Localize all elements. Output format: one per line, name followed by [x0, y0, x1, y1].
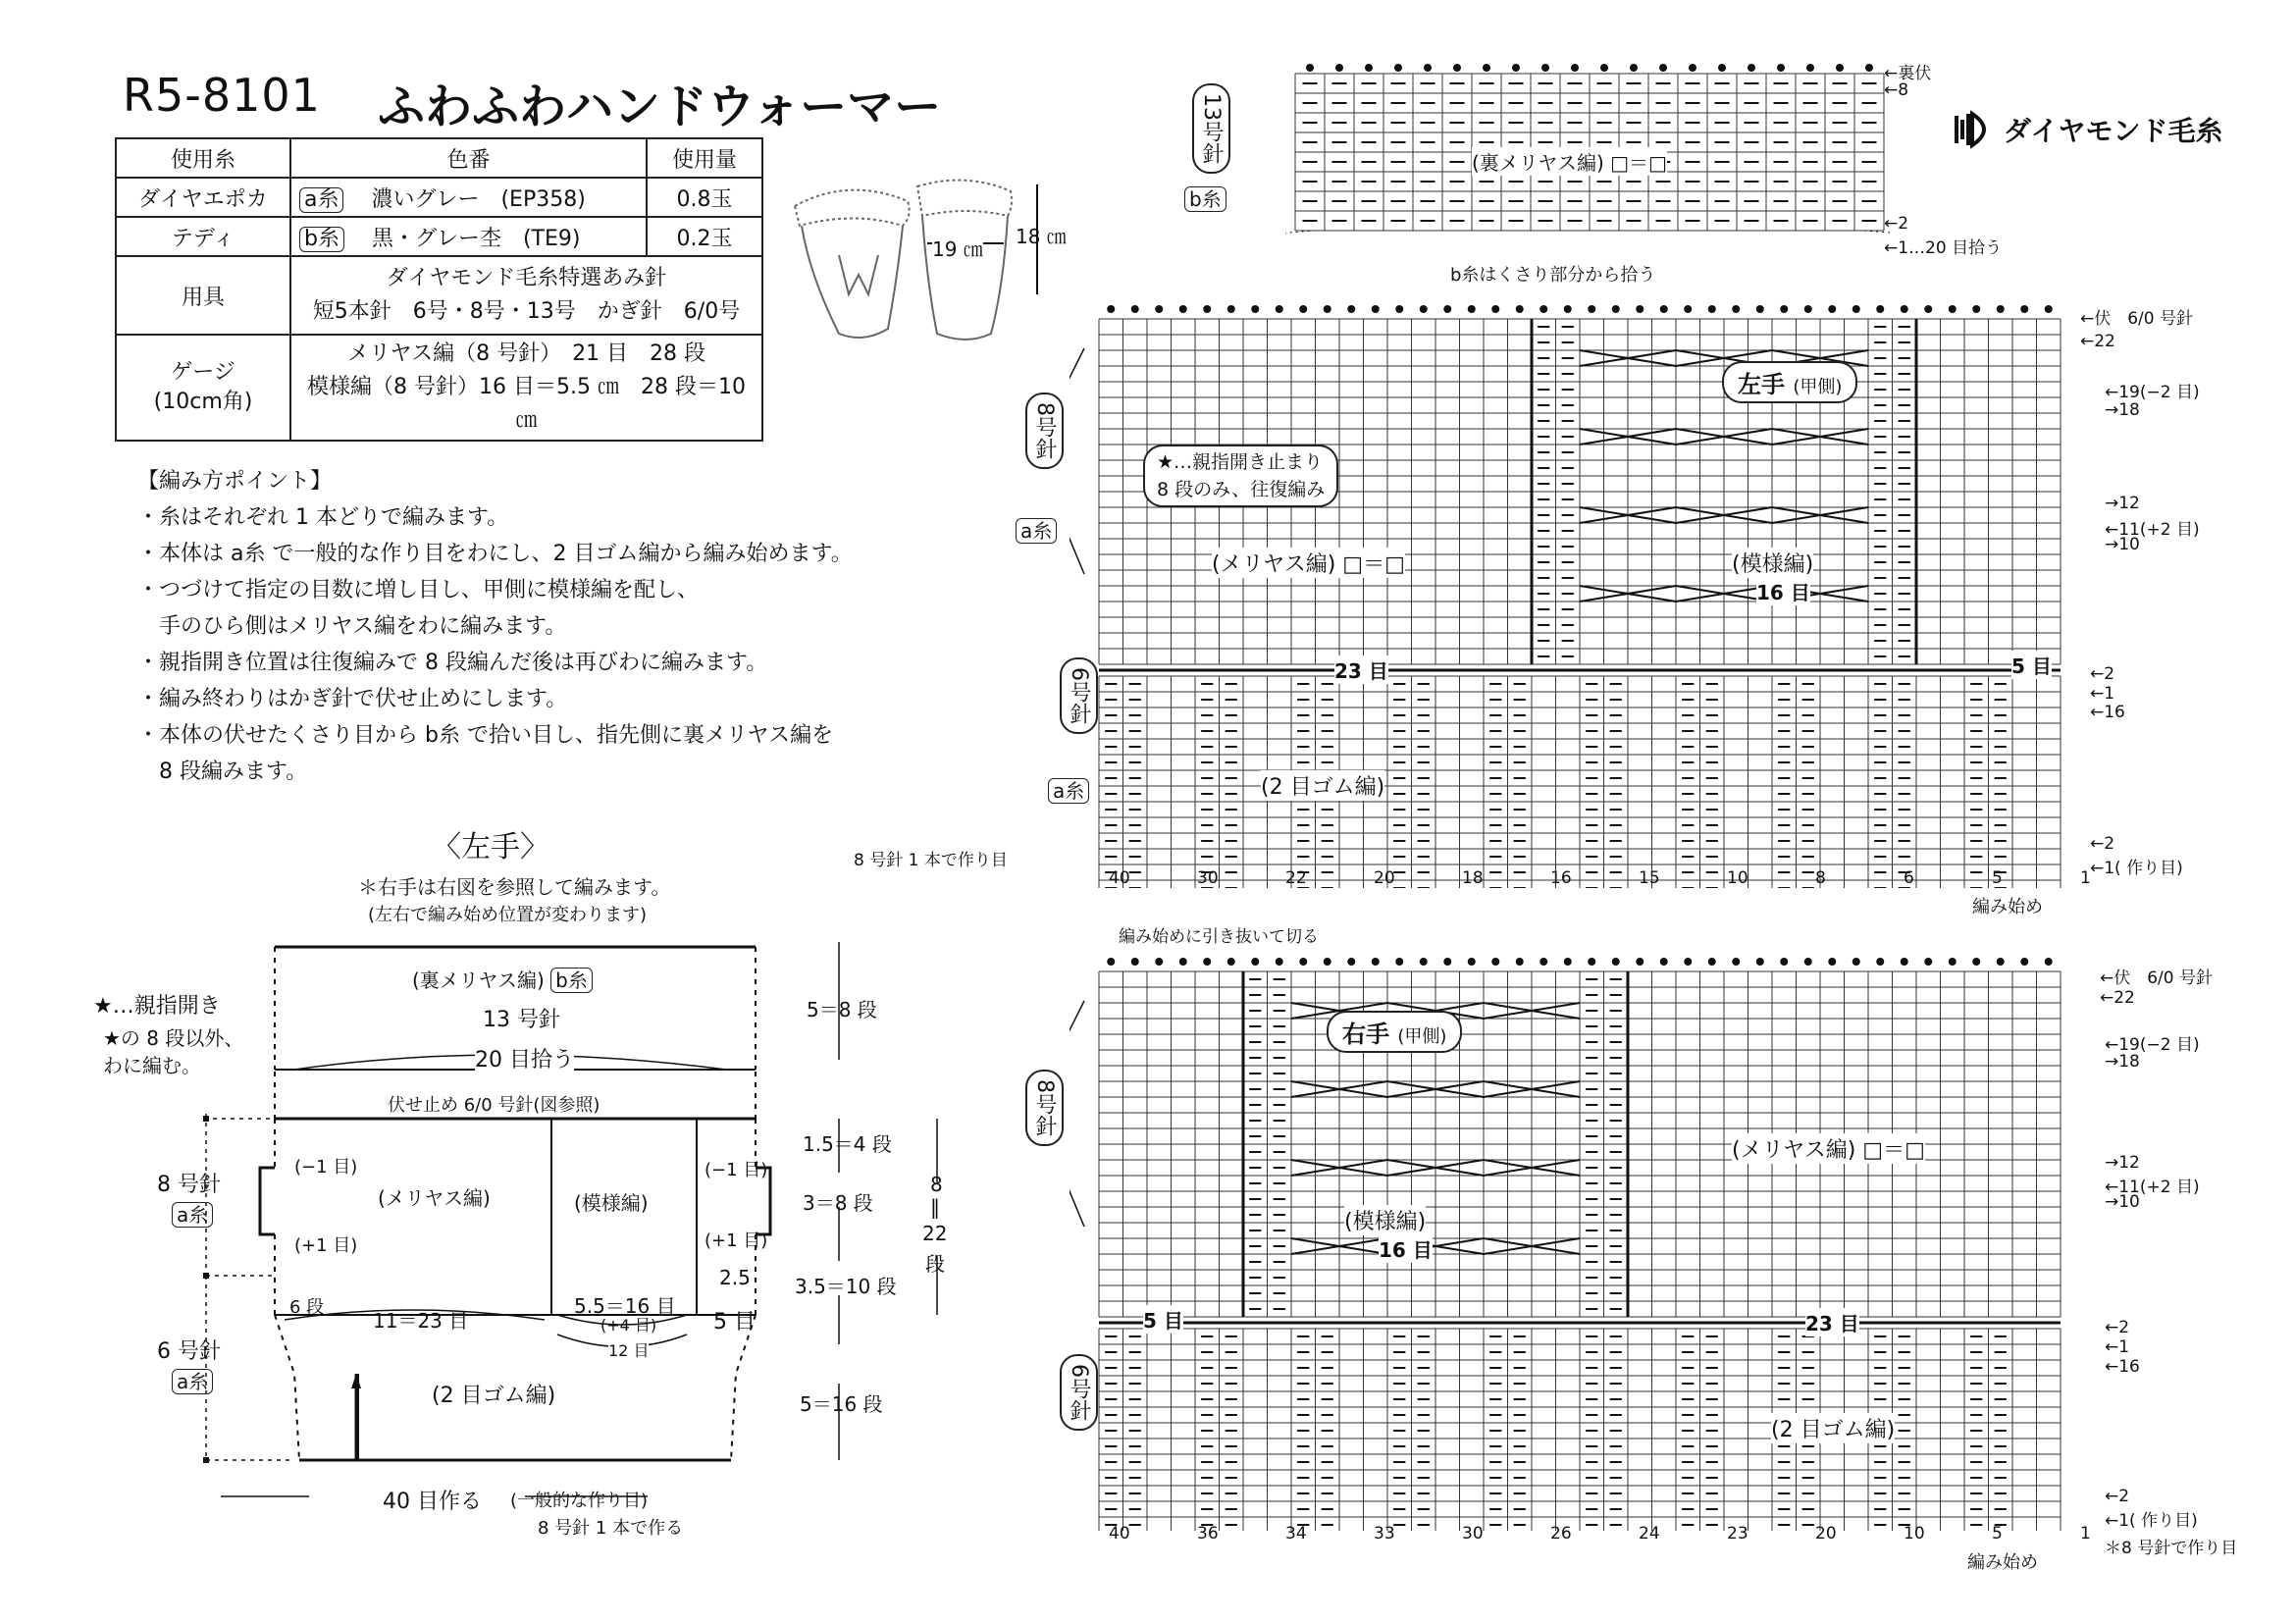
- ribbing-grid: [1099, 676, 2061, 888]
- ribbing-label: (2 目ゴム編): [432, 1384, 556, 1408]
- gauge-line: 模様編（8 号針）16 目＝5.5 ㎝ 28 段＝10 ㎝: [307, 375, 746, 433]
- row-marker: →18: [2105, 1052, 2140, 1072]
- header-amount: 使用量: [647, 138, 762, 178]
- row-marker: ←1…20 目拾う: [1884, 238, 2003, 258]
- diamond-logo-icon: [1953, 110, 1998, 149]
- top-pickup: 20 目拾う: [475, 1043, 574, 1073]
- yarn-tag: b糸: [1184, 186, 1226, 212]
- column-number: 26: [1550, 1524, 1572, 1544]
- rows-label: 6 段: [289, 1297, 325, 1318]
- width-label: 2.5: [719, 1266, 751, 1289]
- knitting-points: [137, 463, 853, 790]
- row-marker: →12: [2105, 1153, 2140, 1173]
- column-number: 40: [1109, 1524, 1130, 1544]
- increase-label: (+1 目): [704, 1230, 768, 1251]
- column-number: 36: [1197, 1524, 1219, 1544]
- column-number: 6: [1904, 868, 1914, 888]
- chart-title: [1722, 361, 1857, 403]
- row-marker: ←1( 作り目): [2105, 1511, 2198, 1531]
- start-label: 編み始め: [1972, 897, 2043, 917]
- tools-line: ダイヤモンド毛糸特選あみ針: [386, 266, 667, 290]
- stockinette-label: (メリヤス編): [378, 1186, 491, 1210]
- gauge-line: メリヤス編（8 号針） 21 目 28 段: [346, 341, 706, 366]
- chart-title-sub: (甲側): [1397, 1026, 1447, 1047]
- row-marker: ←16: [2105, 1357, 2140, 1377]
- gauge-title: ゲージ: [171, 360, 235, 385]
- header-yarn: 使用糸: [116, 138, 290, 178]
- column-number: 1: [2080, 1524, 2091, 1544]
- column-number: 30: [1197, 868, 1219, 888]
- pattern-label: (模様編): [1732, 548, 1813, 578]
- column-number: 20: [1374, 868, 1395, 888]
- point-item: 8 段編みます。: [137, 759, 308, 784]
- tools-value: [290, 256, 762, 335]
- right-hand-chart: [1070, 942, 2188, 1531]
- column-number: 33: [1374, 1524, 1395, 1544]
- thumb-note-line: ★…親指開き止まり: [1157, 451, 1324, 473]
- pickup-line: [1285, 231, 1315, 260]
- pattern-label: (模様編): [1344, 1205, 1426, 1235]
- needle-label: 6号針: [1060, 1354, 1098, 1431]
- row-marker: ←22: [2100, 988, 2135, 1008]
- points-title: 【編み方ポイント】: [137, 469, 333, 494]
- column-number: 30: [1462, 1524, 1484, 1544]
- row-marker: ←19(−2 目): [2105, 383, 2200, 402]
- point-item: ・本体の伏せたくさり目から b糸 で拾い目し、指先側に裏メリヤス編を: [137, 723, 834, 748]
- row-marker: ←1( 作り目): [2090, 859, 2183, 878]
- thumb-note: [1143, 445, 1338, 507]
- rows-measure: 5＝8 段: [807, 998, 877, 1021]
- point-item: ・糸はそれぞれ 1 本どりで編みます。: [137, 505, 509, 530]
- ribbing-grid: [1099, 1329, 2061, 1531]
- increase-label: (+1 目): [294, 1235, 358, 1256]
- chart-title-main: 左手: [1738, 371, 1785, 398]
- start-label: 編み始め: [1967, 1552, 2038, 1573]
- pattern-label: (模様編): [574, 1191, 649, 1215]
- yarn-color: [290, 178, 647, 217]
- star-note: ★…親指開き: [93, 994, 221, 1019]
- tools-line: 短5本針 6号・8号・13号 かぎ針 6/0号: [312, 299, 741, 324]
- cast-on-label: 40 目作る: [383, 1490, 482, 1514]
- stockinette-label: (メリヤス編) □＝□: [1732, 1133, 1925, 1164]
- column-number: 1: [2080, 868, 2091, 888]
- column-number: 18: [1462, 868, 1484, 888]
- rows-measure: 3.5＝10 段: [795, 1275, 897, 1298]
- column-number: 10: [1727, 868, 1748, 888]
- row-marker: ←1: [2090, 684, 2115, 704]
- row-marker: ←伏 6/0 号針: [2100, 969, 2214, 988]
- row-marker: →10: [2105, 1192, 2140, 1212]
- width-label: 5.5＝16 目: [574, 1294, 676, 1318]
- thumb-bracket: [1070, 1001, 1084, 1227]
- needle-label: 8号針: [1025, 393, 1064, 469]
- stitch-count: 5 目: [1143, 1305, 1183, 1334]
- cast-on-note: 8 号針 1 本で作る: [538, 1518, 684, 1539]
- top-needle: 13 号針: [483, 1008, 560, 1032]
- point-item: ・編み終わりはかぎ針で伏せ止めにします。: [137, 687, 568, 711]
- decrease-label: (−1 目): [294, 1157, 358, 1178]
- column-number: 22: [1285, 868, 1307, 888]
- pattern-stitch-count: 16 目: [1756, 577, 1810, 605]
- yarn-tag: b糸: [299, 227, 344, 252]
- rows-measure: 1.5＝4 段: [803, 1132, 892, 1156]
- row-marker: →10: [2105, 535, 2140, 554]
- reverse-stockinette-label: (裏メリヤス編) □＝□: [1472, 147, 1667, 176]
- bindoff-label: 伏せ止め 6/0 号針(図参照): [388, 1095, 600, 1116]
- row-marker: ←裏伏: [1884, 64, 1932, 83]
- stockinette-label: (メリヤス編) □＝□: [1212, 548, 1405, 578]
- pattern-code: R5-8101: [123, 69, 321, 122]
- increase-note: (+4 目): [600, 1316, 657, 1335]
- rows-measure: 5＝16 段: [800, 1392, 883, 1416]
- stitch-count: 23 目: [1805, 1308, 1859, 1336]
- yarn-amount: 0.2玉: [647, 217, 762, 256]
- yarn-color: [290, 217, 647, 256]
- width-label: 11＝23 目: [373, 1309, 469, 1333]
- column-number: 5: [1992, 868, 2003, 888]
- top-section-name: (裏メリヤス編): [412, 969, 545, 992]
- column-number: 40: [1109, 868, 1130, 888]
- rows-total: 段: [925, 1252, 945, 1276]
- cast-on-note: (一般的な作り目): [510, 1491, 649, 1511]
- rows-total: 22: [922, 1222, 948, 1245]
- ribbing-label: (2 目ゴム編): [1261, 770, 1384, 801]
- row-marker: ←伏 6/0 号針: [2080, 309, 2194, 329]
- needle-label: 6 号針: [157, 1339, 221, 1364]
- width-label: 5 目: [713, 1310, 756, 1335]
- needle-label: 8号針: [1025, 1070, 1064, 1146]
- rows-measure: 3＝8 段: [803, 1191, 873, 1215]
- tools-label: 用具: [116, 256, 290, 335]
- yarn-tag: a糸: [172, 1369, 213, 1394]
- thumb-bracket: [1070, 348, 1084, 574]
- yarn-tag: a糸: [172, 1202, 213, 1228]
- column-number: 34: [1285, 1524, 1307, 1544]
- row-marker: ←2: [2090, 834, 2115, 854]
- row-marker: ←2: [2090, 664, 2115, 684]
- star-note: わに編む。: [103, 1054, 201, 1077]
- pickup-note: b糸はくさり部分から拾う: [1450, 265, 1656, 286]
- row-marker: →18: [2105, 400, 2140, 420]
- sketch-width: 19 ㎝: [932, 234, 983, 262]
- row-marker: ←11(+2 目): [2105, 520, 2200, 540]
- row-marker: ←2: [2105, 1318, 2130, 1337]
- cut-note: 編み始めに引き抜いて切る: [1119, 927, 1319, 947]
- schematic-title: 〈左手〉: [432, 830, 549, 864]
- point-item: 手のひら側はメリヤス編をわに編みます。: [137, 614, 567, 639]
- chart-title: [1327, 1011, 1462, 1053]
- row-marker: ←19(−2 目): [2105, 1035, 2200, 1055]
- materials-table: [115, 137, 763, 442]
- point-item: ・つづけて指定の目数に増し目し、甲側に模様編を配し、: [137, 578, 700, 602]
- chart-title-main: 右手: [1342, 1021, 1389, 1048]
- top-section-label: [412, 965, 593, 993]
- point-item: ・本体は a糸 で一般的な作り目をわにし、2 目ゴム編から編み始めます。: [137, 542, 853, 566]
- gauge-value: [290, 335, 762, 441]
- pattern-stitch-count: 16 目: [1379, 1234, 1433, 1263]
- yarn-name: テディ: [116, 217, 290, 256]
- column-number: 16: [1550, 868, 1572, 888]
- rows-total: ‖: [930, 1195, 940, 1219]
- row-marker: ←8: [1884, 80, 1909, 100]
- row-marker: ←1: [2105, 1337, 2130, 1357]
- ribbing-label: (2 目ゴム編): [1771, 1413, 1895, 1443]
- thumb-note-line: 8 段のみ、往復編み: [1157, 479, 1326, 500]
- column-number: 15: [1639, 868, 1660, 888]
- sketch-height: 18 ㎝: [1016, 225, 1067, 248]
- bindoff-row: [1107, 958, 2053, 966]
- column-number: 10: [1904, 1524, 1925, 1544]
- row-marker: ←2: [2105, 1487, 2130, 1506]
- cast-on-note: 8 号針 1 本で作り目: [854, 851, 1008, 870]
- stitch-count: 23 目: [1334, 655, 1388, 684]
- star-note: ★の 8 段以外、: [103, 1026, 244, 1050]
- row-marker: ←11(+2 目): [2105, 1178, 2200, 1197]
- column-number: 20: [1815, 1524, 1837, 1544]
- chart-title-sub: (甲側): [1793, 377, 1843, 397]
- width-label: 12 目: [608, 1338, 649, 1361]
- hand-warmer-sketch: [780, 167, 1055, 353]
- schematic-note: (左右で編み始め位置が変わります): [368, 905, 648, 925]
- left-hand-chart: [1070, 289, 2188, 888]
- gauge-label: [116, 335, 290, 441]
- row-marker: ←16: [2090, 703, 2125, 722]
- row-marker: →12: [2105, 494, 2140, 513]
- yarn-tag: a糸: [1048, 778, 1089, 804]
- bindoff-row: [1107, 305, 2053, 313]
- row-marker: ←22: [2080, 332, 2115, 351]
- yarn-tag: a糸: [299, 187, 343, 213]
- yarn-amount: 0.8玉: [647, 178, 762, 217]
- yarn-tag: a糸: [1016, 518, 1057, 544]
- cast-on-note: ＊8 号針で作り目: [2105, 1539, 2238, 1558]
- yarn-name: ダイヤエポカ: [116, 178, 290, 217]
- pattern-title: ふわふわハンドウォーマー: [378, 79, 942, 134]
- needle-label: 13号針: [1192, 83, 1230, 174]
- rows-total: 8: [930, 1173, 943, 1196]
- point-item: ・親指開き位置は往復編みで 8 段編んだ後は再びわに編みます。: [137, 651, 768, 675]
- row-marker: ←2: [1884, 214, 1909, 234]
- yarn-tag: b糸: [550, 968, 593, 993]
- column-number: 23: [1727, 1524, 1748, 1544]
- needle-label: 8 号針: [157, 1173, 221, 1197]
- header-color: 色番: [290, 138, 647, 178]
- stitch-count: 5 目: [2011, 651, 2052, 679]
- bindoff-row: [1306, 64, 1873, 72]
- color-code: 黒・グレー杢 (TE9): [371, 226, 581, 251]
- decrease-label: (−1 目): [704, 1160, 768, 1180]
- needle-label: 6号針: [1060, 657, 1098, 734]
- column-number: 24: [1639, 1524, 1660, 1544]
- column-number: 5: [1992, 1524, 2003, 1544]
- schematic-note: ＊右手は右図を参照して編みます。: [358, 875, 671, 899]
- brand-logo: [1953, 110, 2222, 149]
- color-code: 濃いグレー (EP358): [371, 186, 586, 212]
- column-number: 8: [1815, 868, 1826, 888]
- brand-name: ダイヤモンド毛糸: [2004, 115, 2223, 147]
- gauge-sub: (10cm角): [153, 390, 253, 414]
